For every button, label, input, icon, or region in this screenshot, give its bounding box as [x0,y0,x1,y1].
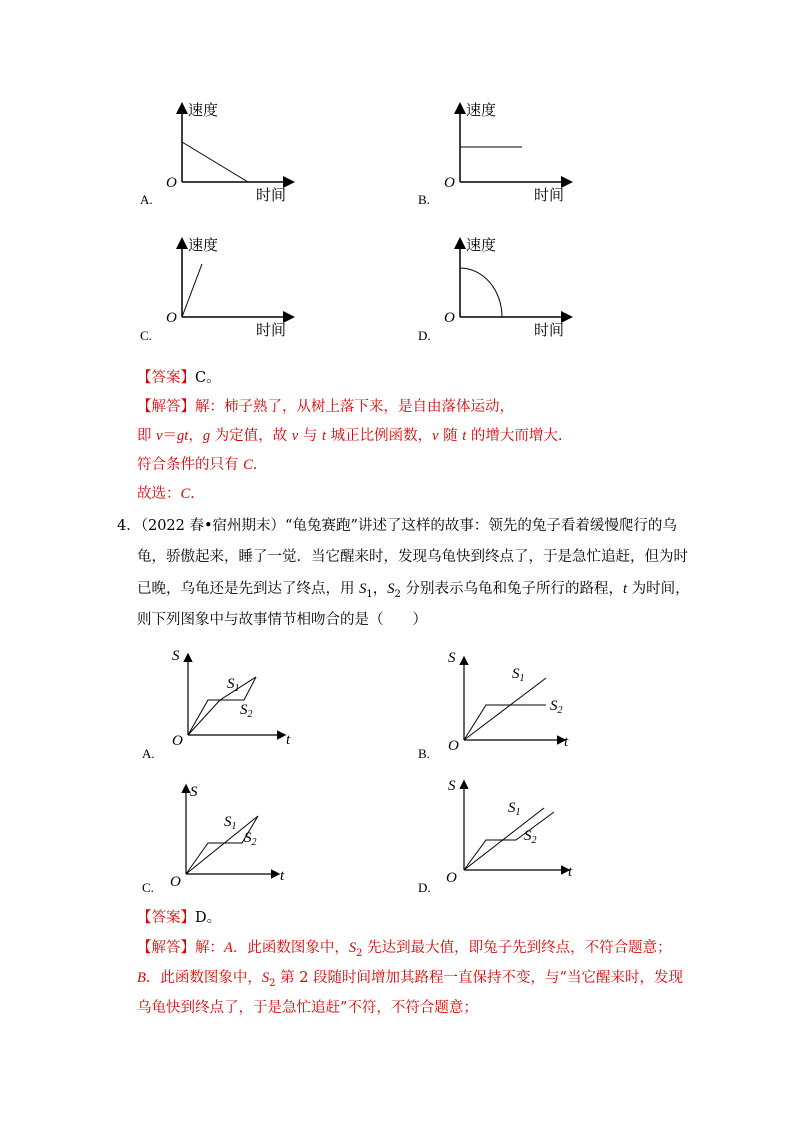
origin-label: O [446,870,457,886]
q4-line-2: 龟，骄傲起来，睡了一觉．当它醒来时，发现乌龟快到终点了，于是急忙追赶，但为时 [137,549,688,565]
origin-label: O [166,175,177,191]
answer-tag: 【答案】 [137,910,195,926]
y-axis-label: 速度 [188,101,219,119]
option-a-label: A. [142,746,155,761]
q4-line-3: 已晚，乌龟还是先到达了终点，用 $S_1$，$S_2$ 分别表示乌龟和兔子所行的路程，t 为时间， [137,581,690,600]
y-axis-label: S [448,650,456,666]
explain-tag: 【解答】 [137,940,195,956]
series-label-s1: $S_1$ [512,666,525,684]
option-d-label: D. [418,880,431,895]
q3-explain-line-3: 符合条件的只有 C. [137,457,258,473]
answer-value: C。 [195,370,221,386]
y-axis-label: 速度 [188,236,219,254]
q4-line-1: 4．（2022 春•宿州期末）“龟兔赛跑”讲述了这样的故事：领先的兔子看着缓慢爬行的乌 [117,518,677,534]
q3-explain-line-2: 即 v＝gt，g 为定值，故 v 与 t 城正比例函数，v 随 t 的增大而增大. [137,428,563,444]
series-label-s2: $S_2$ [524,828,537,846]
q3-answer [137,368,221,388]
x-axis-label: t [568,864,573,880]
y-axis-label: S [190,784,198,800]
q3-explain-line-4: 故选：C. [137,486,195,502]
answer-tag: 【答案】 [137,370,195,386]
series-label-s1: $S_1$ [224,814,237,832]
q3-graph-d [438,230,578,340]
option-c-label: C. [142,880,154,895]
option-b-label: B. [418,746,430,761]
q4-explain-line-3: 乌龟快到终点了，于是急忙追赶”不符，不符合题意； [137,1000,478,1016]
q3-graph-b [438,95,578,205]
series-label-s2: $S_2$ [240,702,253,720]
series-label-s2: $S_2$ [244,830,257,848]
answer-value: D。 [195,910,222,926]
y-axis-label: S [172,648,180,664]
x-axis-label: t [286,732,291,748]
q3-graph-a [160,95,300,205]
series-label-s1: $S_1$ [508,800,521,818]
x-axis-label: t [564,734,569,750]
x-axis-label: 时间 [534,321,565,339]
y-axis-label: 速度 [466,236,497,254]
q4-explain-line-1: 【解答】解：A．此函数图象中，$S_2$ 先达到最大值，即兔子先到终点，不符合题意； [137,940,672,959]
question-number: 4． [117,518,141,534]
y-axis-label: S [448,778,456,794]
q4-graph-d [436,770,586,890]
series-label-s2: $S_2$ [550,698,563,716]
y-axis-label: 速度 [466,101,497,119]
q4-explain-line-2: B．此函数图象中，$S_2$ 第 2 段随时间增加其路程一直保持不变，与“当它醒来时，发现 [137,970,683,989]
q4-graph-c [158,776,298,891]
series-label-s1: $S_1$ [227,676,240,694]
x-axis-label: 时间 [256,186,287,204]
q4-line-4: 则下列图象中与故事情节相吻合的是（ ） [137,612,427,628]
q3-graph-c [160,230,300,340]
option-b-label: B. [418,192,430,207]
origin-label: O [444,310,455,326]
q4-graph-b [436,640,576,755]
origin-label: O [444,175,455,191]
x-axis-label: 时间 [256,321,287,339]
option-c-label: C. [140,328,152,343]
origin-label: O [166,310,177,326]
q4-graph-a [160,640,300,755]
q3-explain-line-1: 【解答】解：柿子熟了，从树上落下来，是自由落体运动， [137,399,514,415]
q4-answer [137,908,221,928]
origin-label: O [448,738,459,754]
x-axis-label: 时间 [534,186,565,204]
x-axis-label: t [280,868,285,884]
origin-label: O [172,733,183,749]
option-a-label: A. [140,192,153,207]
origin-label: O [170,874,181,890]
option-d-label: D. [418,328,431,343]
explain-tag: 【解答】 [137,399,195,415]
